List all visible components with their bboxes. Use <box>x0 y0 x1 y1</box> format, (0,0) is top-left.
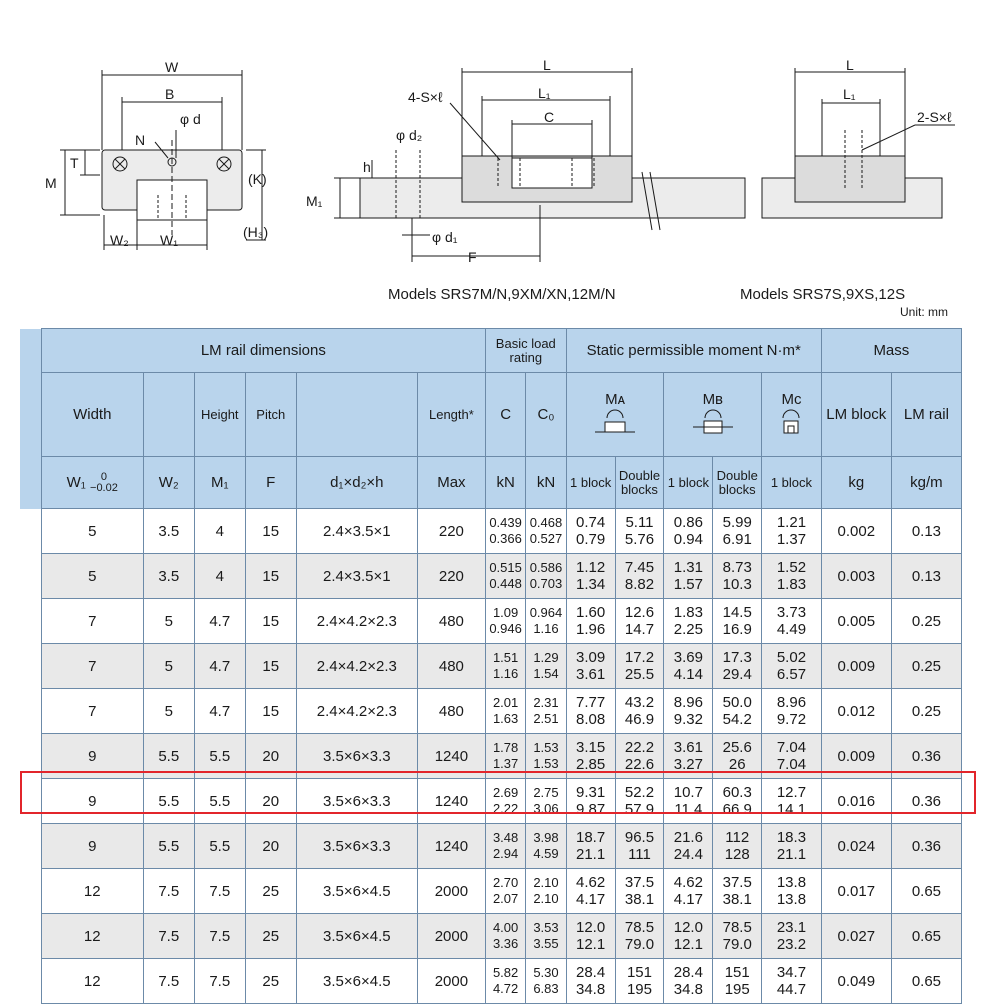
cell-mc1: 13.8 13.8 <box>762 869 822 914</box>
cell-mb1: 10.7 11.4 <box>664 779 713 824</box>
spec-table <box>20 328 962 1004</box>
svg-text:L: L <box>846 57 854 73</box>
cell-mb1: 12.0 12.1 <box>664 914 713 959</box>
svg-text:(K): (K) <box>248 171 267 187</box>
cell-dims: 2.4×4.2×2.3 <box>296 689 417 734</box>
cell-mb2: 37.5 38.1 <box>713 869 762 914</box>
cell-block-mass: 0.009 <box>821 734 891 779</box>
cell-mb2: 17.3 29.4 <box>713 644 762 689</box>
cell-c0: 2.75 3.06 <box>526 779 566 824</box>
cell-w1: 12 <box>41 869 143 914</box>
svg-text:M₁: M₁ <box>306 193 323 209</box>
svg-text:4-S×ℓ: 4-S×ℓ <box>408 89 443 105</box>
cell-mc1: 34.7 44.7 <box>762 959 822 1004</box>
cell-block-mass: 0.002 <box>821 509 891 554</box>
table-row <box>20 779 962 824</box>
cell-block-mass: 0.017 <box>821 869 891 914</box>
cell-ma2: 78.5 79.0 <box>615 914 664 959</box>
cell-dims: 3.5×6×4.5 <box>296 959 417 1004</box>
cell-dims: 3.5×6×3.3 <box>296 824 417 869</box>
svg-text:C: C <box>544 109 555 125</box>
cell-mb1: 3.61 3.27 <box>664 734 713 779</box>
svg-text:h: h <box>363 159 371 175</box>
cell-ma1: 1.60 1.96 <box>566 599 615 644</box>
header-lm-rail: LM rail <box>891 373 961 457</box>
cell-block-mass: 0.005 <box>821 599 891 644</box>
cell-rail-mass: 0.25 <box>891 644 961 689</box>
cell-mc1: 1.52 1.83 <box>762 554 822 599</box>
cell-w2: 5 <box>143 689 194 734</box>
cell-len: 480 <box>417 599 485 644</box>
cell-w2: 5.5 <box>143 734 194 779</box>
svg-text:L₁: L₁ <box>538 85 551 101</box>
cell-w2: 5.5 <box>143 779 194 824</box>
header-max: Max <box>417 457 485 509</box>
cell-c: 5.82 4.72 <box>485 959 525 1004</box>
cell-m1: 7.5 <box>194 959 245 1004</box>
header-mc: Mᴄ <box>762 373 822 457</box>
cell-ma1: 9.31 9.87 <box>566 779 615 824</box>
cell-block-mass: 0.003 <box>821 554 891 599</box>
cell-len: 2000 <box>417 959 485 1004</box>
cell-block-mass: 0.009 <box>821 644 891 689</box>
cell-f: 25 <box>245 959 296 1004</box>
cell-c0: 0.586 0.703 <box>526 554 566 599</box>
cell-ma2: 17.2 25.5 <box>615 644 664 689</box>
cell-rail-mass: 0.65 <box>891 869 961 914</box>
cell-mb1: 4.62 4.17 <box>664 869 713 914</box>
table-row <box>20 554 962 599</box>
cell-len: 220 <box>417 554 485 599</box>
cell-ma1: 0.74 0.79 <box>566 509 615 554</box>
cell-ma1: 28.4 34.8 <box>566 959 615 1004</box>
table-row <box>20 959 962 1004</box>
svg-text:W₁: W₁ <box>160 232 178 248</box>
cell-ma2: 37.5 38.1 <box>615 869 664 914</box>
cell-f: 15 <box>245 509 296 554</box>
header-m1: M₁ <box>194 457 245 509</box>
side-view-drawing <box>306 57 745 265</box>
table-row <box>20 824 962 869</box>
header-c0: C₀ <box>526 373 566 457</box>
cell-ma1: 3.15 2.85 <box>566 734 615 779</box>
cell-m1: 5.5 <box>194 779 245 824</box>
cell-mb2: 25.6 26 <box>713 734 762 779</box>
cell-ma2: 7.45 8.82 <box>615 554 664 599</box>
cell-mc1: 1.21 1.37 <box>762 509 822 554</box>
svg-text:F: F <box>468 249 477 265</box>
header-mb-1block: 1 block <box>664 457 713 509</box>
cell-f: 15 <box>245 554 296 599</box>
cell-rail-mass: 0.13 <box>891 554 961 599</box>
cell-rail-mass: 0.25 <box>891 599 961 644</box>
caption-models-right: Models SRS7S,9XS,12S <box>740 286 906 303</box>
svg-text:2-S×ℓ: 2-S×ℓ <box>917 109 952 125</box>
cell-m1: 4.7 <box>194 644 245 689</box>
cell-c0: 3.98 4.59 <box>526 824 566 869</box>
cell-c0: 2.31 2.51 <box>526 689 566 734</box>
cell-m1: 4 <box>194 509 245 554</box>
table-row <box>20 734 962 779</box>
svg-text:B: B <box>165 86 175 102</box>
cell-c: 0.515 0.448 <box>485 554 525 599</box>
cell-c: 2.70 2.07 <box>485 869 525 914</box>
header-lm-rail-dimensions: LM rail dimensions <box>41 329 485 373</box>
cell-c: 1.78 1.37 <box>485 734 525 779</box>
svg-text:φ d: φ d <box>180 111 201 127</box>
svg-text:L: L <box>543 57 551 73</box>
cell-len: 220 <box>417 509 485 554</box>
side-spacer <box>20 329 41 373</box>
cell-m1: 5.5 <box>194 824 245 869</box>
header-ma-1block: 1 block <box>566 457 615 509</box>
cell-mb2: 50.0 54.2 <box>713 689 762 734</box>
cell-mc1: 3.73 4.49 <box>762 599 822 644</box>
cell-w1: 9 <box>41 779 143 824</box>
cell-mb1: 28.4 34.8 <box>664 959 713 1004</box>
svg-text:(H₃): (H₃) <box>243 224 269 240</box>
cell-c: 1.51 1.16 <box>485 644 525 689</box>
cell-c: 2.01 1.63 <box>485 689 525 734</box>
cell-ma1: 3.09 3.61 <box>566 644 615 689</box>
cell-c0: 3.53 3.55 <box>526 914 566 959</box>
cell-mb2: 112 128 <box>713 824 762 869</box>
header-f: F <box>245 457 296 509</box>
cell-rail-mass: 0.65 <box>891 959 961 1004</box>
header-kg: kg <box>821 457 891 509</box>
header-ma: Mᴀ <box>566 373 664 457</box>
cell-mb1: 3.69 4.14 <box>664 644 713 689</box>
header-width: Width <box>41 373 143 457</box>
cell-m1: 4.7 <box>194 599 245 644</box>
cell-w2: 3.5 <box>143 554 194 599</box>
cell-mb1: 1.31 1.57 <box>664 554 713 599</box>
cell-dims: 3.5×6×3.3 <box>296 779 417 824</box>
cell-dims: 3.5×6×4.5 <box>296 914 417 959</box>
cell-c0: 1.29 1.54 <box>526 644 566 689</box>
header-kn-c: kN <box>485 457 525 509</box>
cell-dims: 2.4×4.2×2.3 <box>296 644 417 689</box>
header-w1: W₁ 0 −0.02 <box>41 457 143 509</box>
header-lm-block: LM block <box>821 373 891 457</box>
cell-f: 20 <box>245 824 296 869</box>
cell-dims: 2.4×3.5×1 <box>296 509 417 554</box>
cell-w1: 7 <box>41 599 143 644</box>
svg-text:M: M <box>45 175 57 191</box>
cell-mb2: 60.3 66.9 <box>713 779 762 824</box>
table-row <box>20 644 962 689</box>
header-mb: Mʙ <box>664 373 762 457</box>
cell-c: 3.48 2.94 <box>485 824 525 869</box>
moment-c-icon <box>776 408 806 438</box>
cell-ma2: 22.2 22.6 <box>615 734 664 779</box>
cell-w2: 7.5 <box>143 914 194 959</box>
spec-table-body <box>20 509 962 1004</box>
cell-mc1: 12.7 14.1 <box>762 779 822 824</box>
cell-w2: 3.5 <box>143 509 194 554</box>
cell-ma2: 5.11 5.76 <box>615 509 664 554</box>
table-row <box>20 599 962 644</box>
cell-w1: 7 <box>41 689 143 734</box>
cell-f: 20 <box>245 779 296 824</box>
cell-m1: 5.5 <box>194 734 245 779</box>
header-static-moment: Static permissible moment N·m* <box>566 329 821 373</box>
cell-w1: 5 <box>41 509 143 554</box>
cell-mb2: 78.5 79.0 <box>713 914 762 959</box>
cell-f: 15 <box>245 599 296 644</box>
cell-rail-mass: 0.36 <box>891 779 961 824</box>
cell-mc1: 8.96 9.72 <box>762 689 822 734</box>
cell-w2: 7.5 <box>143 959 194 1004</box>
header-ma-double: Double blocks <box>615 457 664 509</box>
header-kgm: kg/m <box>891 457 961 509</box>
cell-mb2: 5.99 6.91 <box>713 509 762 554</box>
cell-mb1: 1.83 2.25 <box>664 599 713 644</box>
cell-w2: 5.5 <box>143 824 194 869</box>
cell-block-mass: 0.012 <box>821 689 891 734</box>
header-pitch: Pitch <box>245 373 296 457</box>
svg-text:W: W <box>165 59 179 75</box>
cell-w2: 5 <box>143 644 194 689</box>
cell-ma1: 1.12 1.34 <box>566 554 615 599</box>
cell-dims: 3.5×6×3.3 <box>296 734 417 779</box>
cell-c: 0.439 0.366 <box>485 509 525 554</box>
svg-text:φ d₁: φ d₁ <box>432 229 458 245</box>
header-dims: d₁×d₂×h <box>296 457 417 509</box>
cell-m1: 4.7 <box>194 689 245 734</box>
cell-c: 2.69 2.22 <box>485 779 525 824</box>
cell-mb1: 8.96 9.32 <box>664 689 713 734</box>
header-w2: W₂ <box>143 457 194 509</box>
cell-block-mass: 0.027 <box>821 914 891 959</box>
cell-w1: 5 <box>41 554 143 599</box>
moment-a-icon <box>593 408 637 438</box>
svg-text:W₂: W₂ <box>110 232 129 248</box>
cell-w2: 5 <box>143 599 194 644</box>
cell-f: 25 <box>245 914 296 959</box>
cell-w1: 12 <box>41 959 143 1004</box>
cell-mb2: 8.73 10.3 <box>713 554 762 599</box>
cell-rail-mass: 0.13 <box>891 509 961 554</box>
moment-b-icon <box>691 408 735 438</box>
cell-len: 1240 <box>417 824 485 869</box>
cell-ma1: 12.0 12.1 <box>566 914 615 959</box>
cell-f: 15 <box>245 689 296 734</box>
cell-block-mass: 0.024 <box>821 824 891 869</box>
caption-models-mid: Models SRS7M/N,9XM/XN,12M/N <box>388 286 616 303</box>
cell-rail-mass: 0.36 <box>891 734 961 779</box>
svg-text:T: T <box>70 155 79 171</box>
svg-text:N: N <box>135 132 146 148</box>
header-mass: Mass <box>821 329 961 373</box>
cell-mc1: 23.1 23.2 <box>762 914 822 959</box>
cell-f: 15 <box>245 644 296 689</box>
cell-mb2: 151 195 <box>713 959 762 1004</box>
cell-w2: 7.5 <box>143 869 194 914</box>
cell-f: 25 <box>245 869 296 914</box>
cell-w1: 7 <box>41 644 143 689</box>
cell-ma2: 52.2 57.9 <box>615 779 664 824</box>
header-mb-double: Double blocks <box>713 457 762 509</box>
header-c: C <box>485 373 525 457</box>
header-mc-1block: 1 block <box>762 457 822 509</box>
cell-mb1: 21.6 24.4 <box>664 824 713 869</box>
cell-block-mass: 0.016 <box>821 779 891 824</box>
cell-len: 2000 <box>417 914 485 959</box>
table-row <box>20 689 962 734</box>
cell-len: 480 <box>417 689 485 734</box>
cell-len: 480 <box>417 644 485 689</box>
cell-c0: 0.964 1.16 <box>526 599 566 644</box>
unit-label: Unit: mm <box>900 305 948 319</box>
cell-rail-mass: 0.65 <box>891 914 961 959</box>
table-row <box>20 914 962 959</box>
cell-c0: 2.10 2.10 <box>526 869 566 914</box>
cell-rail-mass: 0.25 <box>891 689 961 734</box>
cell-c: 4.00 3.36 <box>485 914 525 959</box>
cell-ma1: 18.7 21.1 <box>566 824 615 869</box>
cell-len: 2000 <box>417 869 485 914</box>
cell-ma2: 151 195 <box>615 959 664 1004</box>
cross-section-drawing <box>45 59 268 250</box>
cell-mb2: 14.5 16.9 <box>713 599 762 644</box>
cell-c0: 1.53 1.53 <box>526 734 566 779</box>
cell-dims: 3.5×6×4.5 <box>296 869 417 914</box>
header-length: Length* <box>417 373 485 457</box>
header-height: Height <box>194 373 245 457</box>
cell-len: 1240 <box>417 779 485 824</box>
cell-dims: 2.4×3.5×1 <box>296 554 417 599</box>
cell-c: 1.09 0.946 <box>485 599 525 644</box>
header-kn-c0: kN <box>526 457 566 509</box>
cell-w1: 9 <box>41 734 143 779</box>
cell-ma2: 12.6 14.7 <box>615 599 664 644</box>
cell-w1: 12 <box>41 914 143 959</box>
cell-c0: 0.468 0.527 <box>526 509 566 554</box>
cell-len: 1240 <box>417 734 485 779</box>
table-row <box>20 869 962 914</box>
cell-f: 20 <box>245 734 296 779</box>
cell-mc1: 5.02 6.57 <box>762 644 822 689</box>
svg-text:L₁: L₁ <box>843 86 856 102</box>
cell-rail-mass: 0.36 <box>891 824 961 869</box>
header-basic-load-rating: Basic load rating <box>485 329 566 373</box>
cell-ma1: 7.77 8.08 <box>566 689 615 734</box>
cell-ma2: 43.2 46.9 <box>615 689 664 734</box>
cell-w1: 9 <box>41 824 143 869</box>
cell-ma2: 96.5 111 <box>615 824 664 869</box>
svg-text:φ d₂: φ d₂ <box>396 127 423 143</box>
table-row <box>20 509 962 554</box>
short-block-drawing <box>762 57 955 218</box>
cell-c0: 5.30 6.83 <box>526 959 566 1004</box>
cell-mb1: 0.86 0.94 <box>664 509 713 554</box>
cell-dims: 2.4×4.2×2.3 <box>296 599 417 644</box>
cell-mc1: 18.3 21.1 <box>762 824 822 869</box>
cell-mc1: 7.04 7.04 <box>762 734 822 779</box>
cell-block-mass: 0.049 <box>821 959 891 1004</box>
cell-ma1: 4.62 4.17 <box>566 869 615 914</box>
cell-m1: 4 <box>194 554 245 599</box>
technical-drawings <box>0 0 1000 330</box>
cell-m1: 7.5 <box>194 869 245 914</box>
cell-m1: 7.5 <box>194 914 245 959</box>
